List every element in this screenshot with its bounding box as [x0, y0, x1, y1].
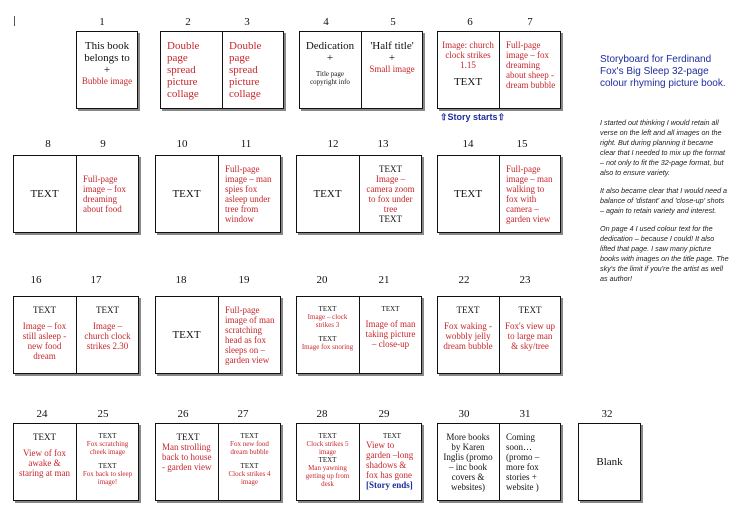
page-number: 17 — [90, 274, 102, 286]
page-number: 19 — [238, 274, 250, 286]
page-23 — [500, 297, 560, 373]
spread-8-9 — [13, 155, 139, 233]
page-5-half-title: 'Half title' + — [370, 40, 414, 64]
page-21-text: TEXT — [381, 305, 400, 313]
spread-20-21 — [296, 296, 422, 374]
page-23-image-note: Fox's view up to large man & sky/tree — [504, 321, 556, 351]
page-28-man-note: Man yawning getting up from desk — [305, 464, 350, 488]
page-number: 20 — [316, 274, 328, 286]
page-number: 28 — [316, 408, 328, 420]
page-10 — [156, 156, 217, 232]
page-number: 30 — [458, 408, 470, 420]
page-20-clock-note: Image – clock strikes 3 — [307, 313, 348, 329]
storyboard-notes — [600, 118, 730, 292]
page-18 — [156, 297, 217, 373]
page-13-image-note: Image – camera zoom to fox under tree — [366, 174, 415, 214]
spread-24-25 — [13, 423, 139, 501]
page-25-text-bottom: TEXT — [98, 462, 117, 470]
page-3 — [223, 32, 283, 108]
page-4 — [300, 32, 360, 108]
page-6 — [438, 32, 498, 108]
page-number: 14 — [462, 138, 474, 150]
page-number: 27 — [237, 408, 249, 420]
page-number: 3 — [244, 16, 250, 28]
page-25 — [77, 424, 138, 500]
page-29-text: TEXT — [383, 432, 401, 440]
page-8 — [14, 156, 75, 232]
page-number: 29 — [378, 408, 390, 420]
page-30-note: More books by Karen Inglis (promo – inc book covers & websites) — [443, 432, 493, 492]
page-3-note: Double page spread picture collage — [229, 40, 262, 100]
spread-12-13 — [296, 155, 422, 233]
page-number: 32 — [601, 408, 613, 420]
page-17-image-note: Image – church clock strikes 2.30 — [84, 321, 131, 351]
page-20-text-top: TEXT — [318, 305, 337, 313]
page-15-note: Full-page image – man walking to fox with camera – garden view — [506, 164, 553, 224]
page-13-text-bottom: TEXT — [379, 214, 402, 224]
page-28-text-top: TEXT — [318, 432, 337, 440]
page-22-text: TEXT — [456, 305, 480, 315]
notes-paragraph: On page 4 I used colour text for the dedication – because I could! It also lifted that page. I saw many picture books with images on the title page. The sky's the limit if you're the artist as well as author! — [600, 224, 729, 283]
page-7 — [500, 32, 560, 108]
page-1-text: This book belongs to + — [84, 40, 130, 76]
page-31-note: Coming soon… (promo – more fox stories + website ) — [506, 432, 540, 492]
page-27-clock-note: Clock strikes 4 image — [228, 470, 271, 486]
page-6-image-note: Image: church clock strikes 1.15 — [442, 40, 494, 70]
spread-22-23 — [437, 296, 561, 374]
page-16-image-note: Image – fox still asleep - new food dream — [22, 321, 67, 361]
spread-30-31 — [437, 423, 561, 501]
page-number: 15 — [516, 138, 528, 150]
page-number: 13 — [377, 138, 389, 150]
page-4-title-info: Title page copyright info — [310, 70, 350, 86]
page-1-image-note: Bubble image — [81, 76, 133, 86]
page-29 — [360, 424, 421, 500]
page-19 — [219, 297, 280, 373]
page-18-text: TEXT — [172, 329, 201, 341]
page-26-image-note: Man strolling back to house - garden view — [162, 442, 212, 472]
page-27-dream-note: Fox new food dream bubble — [230, 440, 269, 456]
page-13 — [360, 156, 421, 232]
page-28 — [297, 424, 358, 500]
page-23-text: TEXT — [518, 305, 542, 315]
page-number: 9 — [100, 138, 106, 150]
spread-2-3 — [160, 31, 284, 109]
page-27-text-bottom: TEXT — [240, 462, 259, 470]
storyboard-title: Storyboard for Ferdinand Fox's Big Sleep 32-page colour rhyming picture book. — [600, 54, 726, 89]
page-27 — [219, 424, 280, 500]
page-11-note: Full-page image – man spies fox asleep under tree from window — [225, 164, 272, 224]
page-number: 4 — [323, 16, 329, 28]
page-4-dedication: Dedication + — [305, 40, 355, 64]
page-number: 25 — [97, 408, 109, 420]
spread-14-15 — [437, 155, 561, 233]
page-24-text: TEXT — [33, 432, 56, 442]
page-20-snoring-note: Image fox snoring — [301, 343, 354, 351]
page-20 — [297, 297, 358, 373]
notes-paragraph: I started out thinking I would retain all verse on the left and all images on the right. But during planning it became clear that I needed to mix up the format – not only to fit the 32-page format, but also to ensure variety. — [600, 118, 726, 177]
page-29-story-ends: [Story ends] — [366, 480, 413, 490]
page-24 — [14, 424, 75, 500]
page-26 — [156, 424, 217, 500]
spread-26-27 — [155, 423, 281, 501]
page-2 — [161, 32, 221, 108]
page-number: 18 — [175, 274, 187, 286]
page-number: 1 — [99, 16, 105, 28]
page-9 — [77, 156, 138, 232]
page-number: 31 — [519, 408, 531, 420]
text-cursor — [14, 16, 15, 26]
page-number: 16 — [30, 274, 42, 286]
spread-6-7 — [437, 31, 561, 109]
page-number: 10 — [176, 138, 188, 150]
page-number: 24 — [36, 408, 48, 420]
page-17 — [77, 297, 138, 373]
page-5-image-note: Small image — [369, 64, 415, 74]
page-28-text-bottom: TEXT — [318, 456, 337, 464]
spread-28-29 — [296, 423, 422, 501]
page-5 — [362, 32, 422, 108]
page-12 — [297, 156, 358, 232]
page-15 — [500, 156, 560, 232]
story-starts-marker: ⇧Story starts⇧ — [440, 112, 506, 122]
page-13-text-top: TEXT — [379, 164, 402, 174]
spread-4-5 — [299, 31, 423, 109]
page-number: 23 — [519, 274, 531, 286]
page-number: 8 — [45, 138, 51, 150]
page-number: 11 — [240, 138, 252, 150]
page-14-text: TEXT — [453, 188, 483, 200]
notes-paragraph: It also became clear that I would need a balance of 'distant' and 'close-up' shots – again to retain variety and interest. — [600, 186, 728, 215]
page-17-text: TEXT — [96, 305, 119, 315]
page-24-image-note: View of fox awake & staring at man — [19, 448, 70, 478]
page-22-image-note: Fox waking - wobbly jelly dream bubble — [443, 321, 493, 351]
page-12-text: TEXT — [313, 188, 342, 200]
page-27-text-top: TEXT — [240, 432, 259, 440]
page-number: 6 — [467, 16, 473, 28]
page-21-image-note: Image of man taking picture – close-up — [365, 319, 416, 349]
page-31 — [500, 424, 560, 500]
page-28-clock-note: Clock strikes 5 image — [306, 440, 349, 456]
page-number: 22 — [458, 274, 470, 286]
spread-18-19 — [155, 296, 281, 374]
page-number: 2 — [185, 16, 191, 28]
spread-16-17 — [13, 296, 139, 374]
page-2-note: Double page spread picture collage — [167, 40, 200, 100]
page-25-scratch-note: Fox scratching cheek image — [86, 440, 129, 456]
page-22 — [438, 297, 498, 373]
page-26-text: TEXT — [176, 432, 200, 442]
page-29-image-note: View to garden –long shadows & fox has gone — [366, 440, 414, 480]
page-number: 21 — [378, 274, 390, 286]
page-7-note: Full-page image – fox dreaming about sheep - dream bubble — [506, 40, 556, 90]
page-32 — [578, 423, 641, 501]
page-number: 5 — [390, 16, 396, 28]
page-9-note: Full-page image – fox dreaming about food — [83, 174, 126, 214]
page-number: 7 — [527, 16, 533, 28]
page-21 — [360, 297, 421, 373]
page-25-text-top: TEXT — [98, 432, 117, 440]
spread-10-11 — [155, 155, 281, 233]
page-16-text: TEXT — [33, 305, 56, 315]
page-10-text: TEXT — [172, 188, 201, 200]
page-14 — [438, 156, 498, 232]
page-11 — [219, 156, 280, 232]
page-number: 26 — [177, 408, 189, 420]
page-25-sleep-note: Fox back to sleep image! — [82, 470, 133, 486]
page-20-text-bottom: TEXT — [318, 335, 337, 343]
page-6-text: TEXT — [453, 76, 483, 88]
page-19-note: Full-page image of man scratching head as fox sleeps on – garden view — [225, 305, 275, 365]
page-1 — [76, 31, 138, 109]
page-number: 12 — [327, 138, 339, 150]
page-32-text: Blank — [596, 456, 623, 468]
page-16 — [14, 297, 75, 373]
page-8-text: TEXT — [30, 188, 59, 200]
page-30 — [438, 424, 498, 500]
